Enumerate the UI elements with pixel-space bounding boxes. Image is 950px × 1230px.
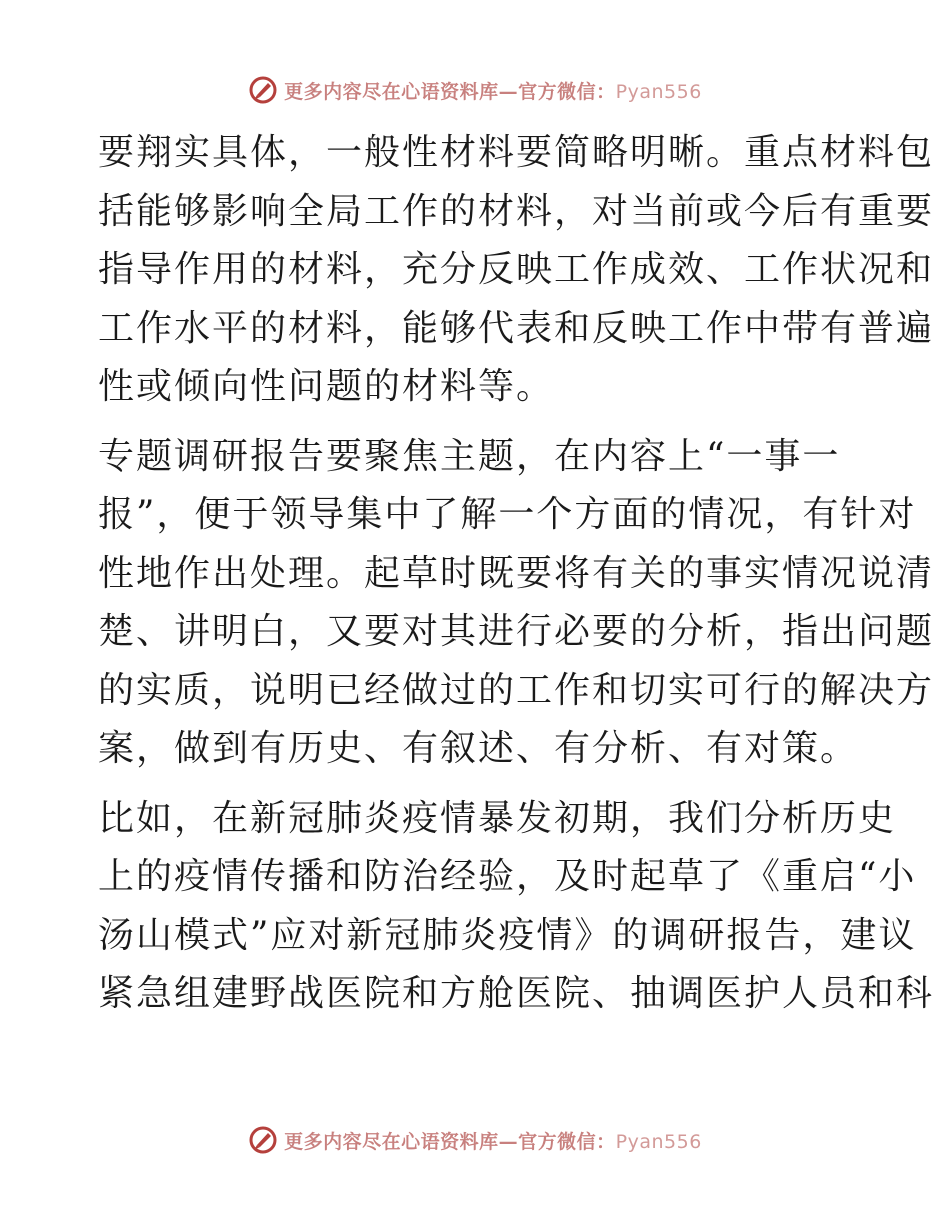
- document-body: [98, 124, 935, 1024]
- text-line: 汤山模式”应对新冠肺炎疫情》的调研报告，建议: [98, 914, 917, 956]
- text-line: 比如，在新冠肺炎疫情暴发初期，我们分析历史: [98, 797, 897, 839]
- footer-banner: [0, 1120, 950, 1160]
- footer-wechat-id: Pyan556: [615, 1130, 702, 1153]
- pen-logo-icon: [248, 75, 278, 105]
- paragraph-2: [98, 428, 935, 779]
- text-line: 指导作用的材料，充分反映工作成效、工作状况和: [98, 249, 935, 290]
- text-line: 性地作出处理。起草时既要将有关的事实情况说清: [98, 552, 935, 594]
- text-line: 紧急组建野战医院和方舱医院、抽调医护人员和科: [98, 973, 935, 1014]
- text-line: 工作水平的材料，能够代表和反映工作中带有普遍: [98, 307, 935, 349]
- header-banner: [0, 70, 950, 110]
- text-line: 专题调研报告要聚焦主题，在内容上“一事一: [98, 435, 841, 477]
- text-line: 括能够影响全局工作的材料，对当前或今后有重要: [98, 190, 935, 232]
- text-line: 的实质，说明已经做过的工作和切实可行的解决方: [98, 669, 935, 711]
- text-line: 上的疫情传播和防治经验，及时起草了《重启“小: [98, 856, 917, 897]
- paragraph-1: [98, 124, 935, 417]
- text-line: 案，做到有历史、有叙述、有分析、有对策。: [98, 728, 859, 769]
- header-wechat-id: Pyan556: [615, 80, 702, 103]
- footer-banner-text: 更多内容尽在心语资料库—官方微信：Pyan556: [284, 1130, 702, 1153]
- paragraph-3: [98, 790, 935, 1024]
- text-line: 性或倾向性问题的材料等。: [98, 366, 555, 407]
- text-line: 报”，便于领导集中了解一个方面的情况，有针对: [98, 494, 917, 535]
- pen-logo-icon: [248, 1125, 278, 1155]
- header-banner-text: 更多内容尽在心语资料库—官方微信：Pyan556: [284, 80, 702, 103]
- text-line: 要翔实具体，一般性材料要简略明晰。重点材料包: [98, 132, 935, 173]
- text-line: 楚、讲明白，又要对其进行必要的分析，指出问题: [98, 611, 935, 652]
